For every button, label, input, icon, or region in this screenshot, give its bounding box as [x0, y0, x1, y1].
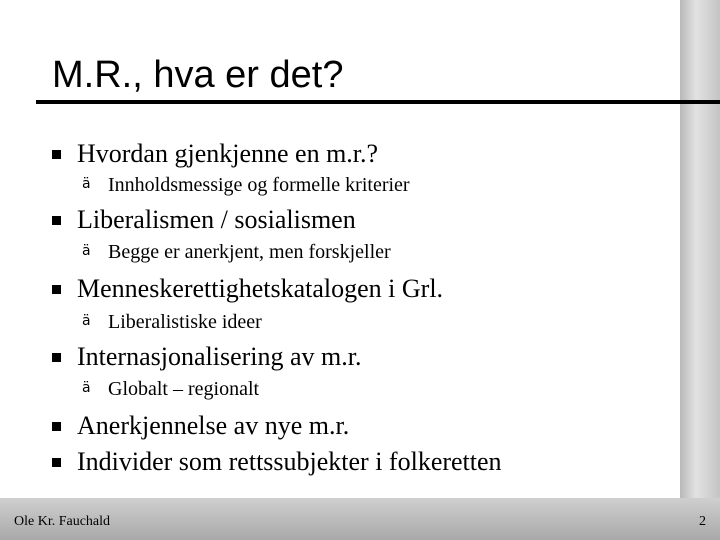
page-number: 2 [699, 514, 706, 529]
square-bullet-icon [52, 422, 61, 431]
bullet-item [52, 138, 378, 170]
bullet-text: Hvordan gjenkjenne en m.r.? [77, 139, 379, 168]
arrow-bullet-icon: ä [82, 313, 91, 330]
square-bullet-icon [52, 458, 61, 467]
sub-bullet-text: Innholdsmessige og formelle kriterier [108, 174, 410, 196]
bullet-item [52, 341, 361, 373]
square-bullet-icon [52, 285, 61, 294]
bullet-text: Menneskerettighetskatalogen i Grl. [77, 274, 444, 303]
sub-bullet-item [82, 309, 262, 336]
bullet-text: Liberalismen / sosialismen [77, 205, 356, 234]
arrow-bullet-icon: ä [82, 243, 91, 260]
arrow-bullet-icon: ä [82, 380, 91, 397]
square-bullet-icon [52, 150, 61, 159]
slide-title: M.R., hva er det? [52, 54, 344, 96]
footer-author: Ole Kr. Fauchald [14, 514, 111, 529]
bullet-item [52, 204, 356, 236]
arrow-bullet-icon: ä [82, 176, 91, 193]
square-bullet-icon [52, 216, 61, 225]
sub-bullet-item [82, 172, 410, 199]
bullet-text: Internasjonalisering av m.r. [77, 342, 362, 371]
square-bullet-icon [52, 353, 61, 362]
title-underline [36, 100, 720, 104]
side-decoration-bar [680, 0, 720, 540]
sub-bullet-text: Begge er anerkjent, men forskjeller [108, 241, 391, 263]
bullet-text: Anerkjennelse av nye m.r. [77, 411, 350, 440]
sub-bullet-text: Globalt – regionalt [108, 378, 260, 400]
bullet-item [52, 446, 502, 478]
bullet-text: Individer som rettssubjekter i folkeretten [77, 447, 502, 476]
sub-bullet-item [82, 239, 391, 266]
bullet-item [52, 410, 349, 442]
bullet-item [52, 273, 443, 305]
sub-bullet-text: Liberalistiske ideer [108, 311, 262, 333]
sub-bullet-item [82, 376, 259, 403]
